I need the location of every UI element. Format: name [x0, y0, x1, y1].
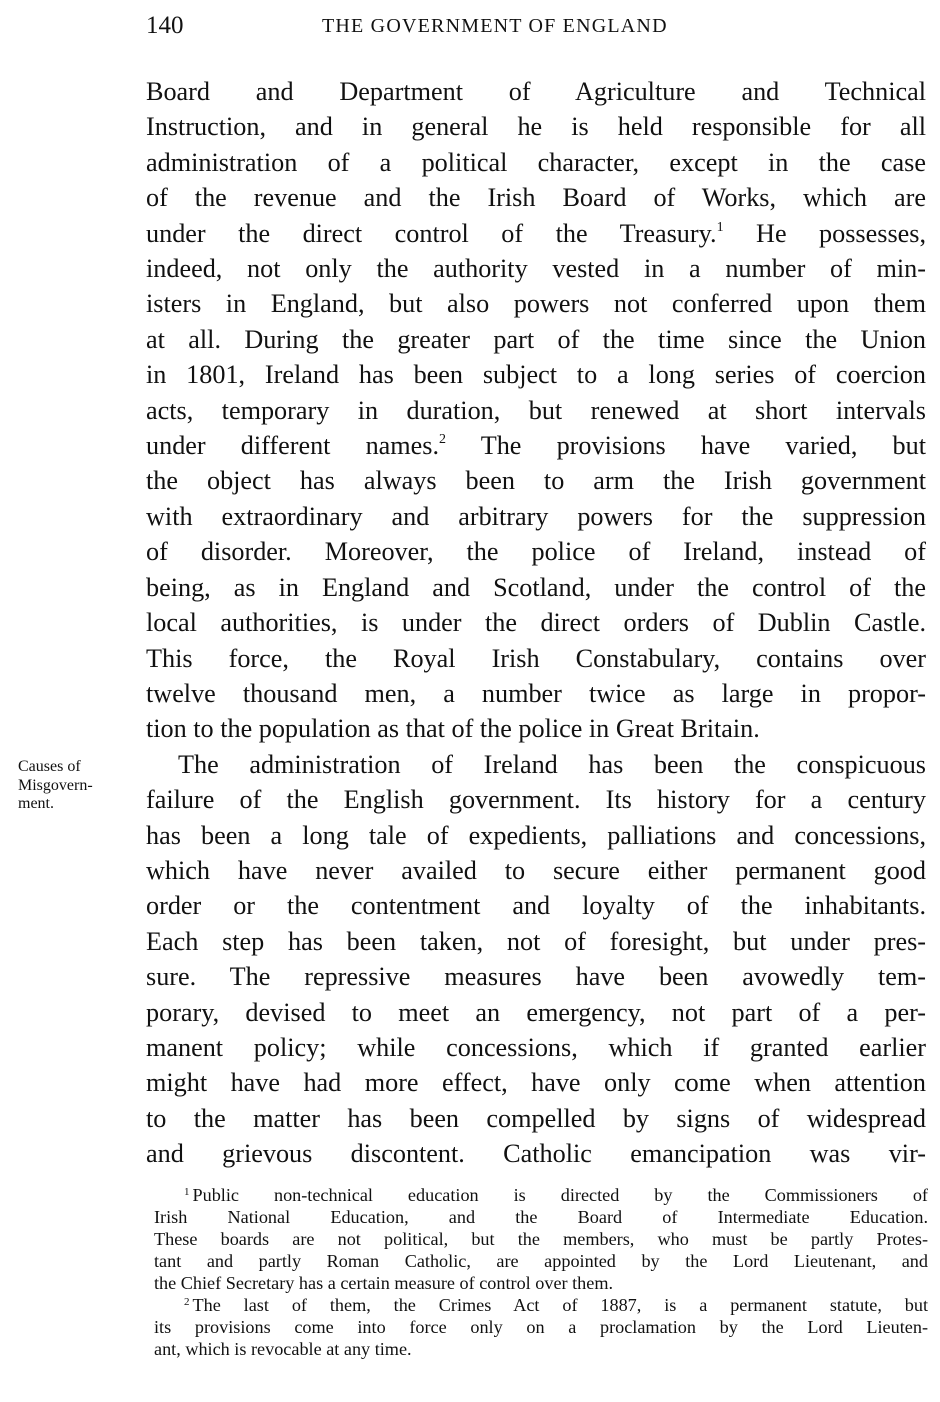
- page-header: [146, 8, 926, 44]
- body-line: to the matter has been compelled by signs of widespread: [146, 1103, 926, 1133]
- body-line: [146, 428, 926, 463]
- body-line: in 1801, Ireland has been subject to a long series of coercion: [146, 360, 926, 390]
- body-line: might have had more effect, have only come when attention: [146, 1068, 926, 1098]
- footnote-line: its provisions come into force only on a proclamation by the Lord Lieuten-: [154, 1317, 928, 1337]
- body-line: administration of a political character, except in the case: [146, 147, 926, 177]
- footnote-text: Public non-technical education is directed by the Commissioners of: [192, 1185, 928, 1205]
- body-line: indeed, not only the authority vested in a number of min-: [146, 254, 926, 284]
- footnote-line: tant and partly Roman Catholic, are appointed by the Lord Lieutenant, and: [154, 1251, 928, 1271]
- paragraph-first-line: The administration of Ireland has been the conspicuous: [178, 749, 926, 779]
- running-head: THE GOVERNMENT OF ENGLAND: [322, 15, 668, 37]
- margin-note: [18, 758, 130, 814]
- body-line: This force, the Royal Irish Constabulary, contains over: [146, 643, 926, 673]
- body-line: has been a long tale of expedients, palliations and concessions,: [146, 820, 926, 850]
- body-line: [146, 216, 926, 251]
- body-line: isters in England, but also powers not conferred upon them: [146, 289, 926, 319]
- body-line-text: under different names.: [146, 431, 440, 461]
- body-line: being, as in England and Scotland, under the control of the: [146, 572, 926, 602]
- body-line: at all. During the greater part of the time since the Union: [146, 324, 926, 354]
- footnote-marker: 2: [184, 1296, 190, 1308]
- body-line: with extraordinary and arbitrary powers for the suppression: [146, 501, 926, 531]
- margin-note-line: ment.: [18, 795, 54, 812]
- body-line: Each step has been taken, not of foresight, but under pres-: [146, 926, 926, 956]
- body-line: local authorities, is under the direct orders of Dublin Castle.: [146, 608, 926, 638]
- footnote-line: ant, which is revocable at any time.: [154, 1339, 412, 1359]
- footnote-line: the Chief Secretary has a certain measure of control over them.: [154, 1273, 614, 1293]
- body-line: acts, temporary in duration, but renewed at short intervals: [146, 395, 926, 425]
- body-line-text: The provisions have varied, but: [446, 431, 926, 461]
- footnote-ref: 2: [439, 432, 447, 448]
- body-line-text: under the direct control of the Treasury.: [146, 218, 717, 248]
- body-line: and grievous discontent. Catholic emancipation was vir-: [146, 1139, 926, 1169]
- body-line: the object has always been to arm the Irish government: [146, 466, 926, 496]
- body-line: of disorder. Moreover, the police of Ireland, instead of: [146, 537, 926, 567]
- margin-note-line: Misgovern-: [18, 776, 93, 794]
- footnote-ref: 1: [716, 219, 724, 235]
- body-text: [146, 74, 926, 1172]
- body-line: porary, devised to meet an emergency, not part of a per-: [146, 997, 926, 1027]
- body-line: twelve thousand men, a number twice as large in propor-: [146, 678, 926, 708]
- body-line: Board and Department of Agriculture and Technical: [146, 77, 926, 106]
- body-line: sure. The repressive measures have been avowedly tem-: [146, 962, 926, 992]
- page-number: 140: [146, 12, 184, 39]
- footnote-1: [154, 1184, 928, 1294]
- footnote-line: Irish National Education, and the Board of Intermediate Education.: [154, 1207, 928, 1227]
- body-line: of the revenue and the Irish Board of Works, which are: [146, 183, 926, 213]
- footnote-line: [154, 1294, 928, 1316]
- footnote-2: [154, 1294, 928, 1360]
- body-line-text: He possesses,: [723, 218, 926, 248]
- body-line: tion to the population as that of the police in Great Britain.: [146, 714, 760, 744]
- margin-note-line: Causes of: [18, 758, 81, 775]
- footnotes: [154, 1184, 928, 1360]
- footnote-text: The last of them, the Crimes Act of 1887, is a permanent statute, but: [192, 1295, 928, 1315]
- footnote-line: These boards are not political, but the members, who must be partly Protes-: [154, 1229, 928, 1249]
- body-line: order or the contentment and loyalty of the inhabitants.: [146, 891, 926, 921]
- body-line: which have never availed to secure either permanent good: [146, 855, 926, 885]
- footnote-line: [154, 1184, 928, 1206]
- body-line: Instruction, and in general he is held responsible for all: [146, 112, 926, 142]
- body-line: manent policy; while concessions, which if granted earlier: [146, 1032, 926, 1062]
- body-line: failure of the English government. Its history for a century: [146, 785, 926, 815]
- footnote-marker: 1: [184, 1186, 190, 1198]
